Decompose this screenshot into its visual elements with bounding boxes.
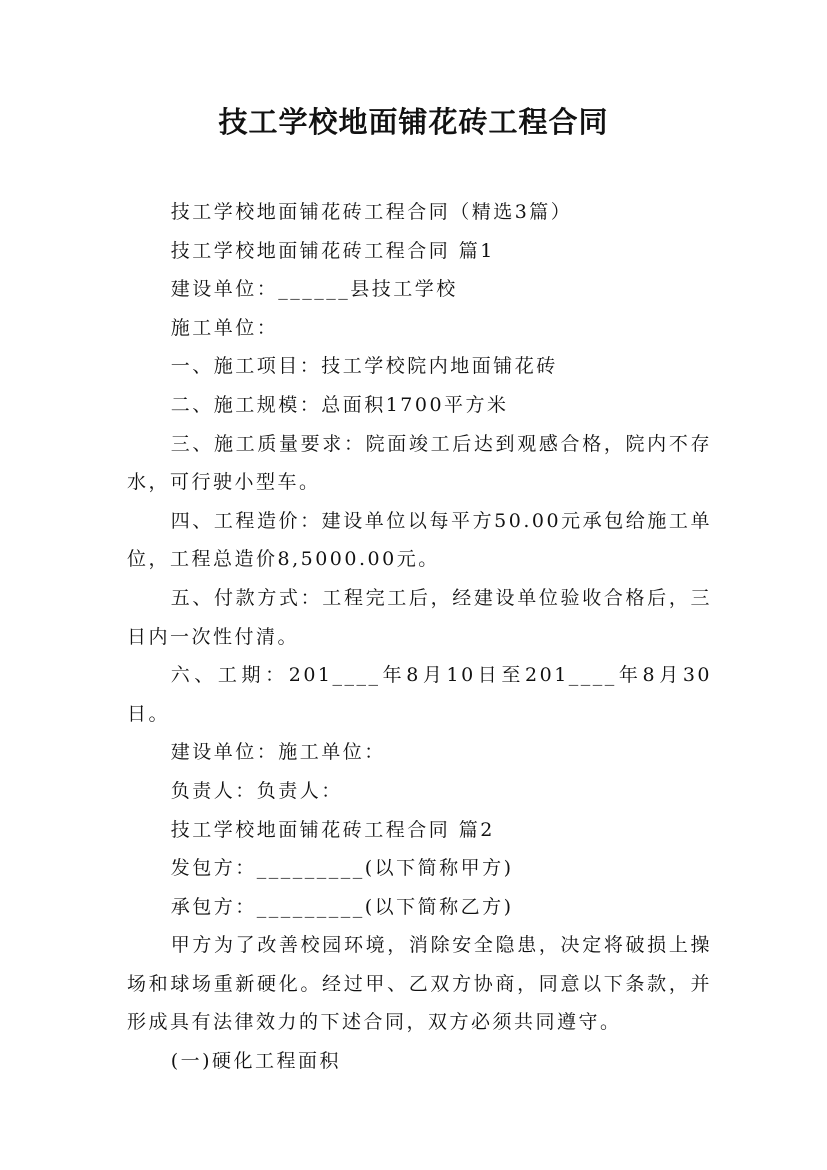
paragraph-project: 一、施工项目：技工学校院内地面铺花砖: [170, 355, 558, 378]
document-body: [127, 193, 712, 1081]
paragraph-part1-heading: 技工学校地面铺花砖工程合同 篇1: [170, 239, 495, 262]
paragraph-party-b: 承包方：_________(以下简称乙方): [170, 895, 514, 918]
paragraph-scale: 二、施工规模：总面积1700平方米: [170, 393, 509, 416]
paragraph-party-a: 发包方：_________(以下简称甲方): [170, 857, 514, 880]
paragraph-signature-units: 建设单位：施工单位：: [170, 741, 386, 764]
paragraph-section-1: (一)硬化工程面积: [170, 1050, 342, 1073]
paragraph-summary-title: 技工学校地面铺花砖工程合同（精选3篇）: [170, 201, 573, 223]
paragraph-cost: 四、工程造价：建设单位以每平方50.00元承包给施工单位，工程总造价8,5000.00元。: [127, 509, 712, 571]
paragraph-intro: 甲方为了改善校园环境，消除安全隐患，决定将破损上操场和球场重新硬化。经过甲、乙双方协商，同意以下条款，并形成具有法律效力的下述合同，双方必须共同遵守。: [127, 934, 712, 1034]
paragraph-payment: 五、付款方式：工程完工后，经建设单位验收合格后，三日内一次性付清。: [127, 586, 712, 648]
paragraph-signature-persons: 负责人：负责人：: [170, 779, 343, 802]
paragraph-contractor: 施工单位：: [170, 316, 279, 339]
paragraph-quality: 三、施工质量要求：院面竣工后达到观感合格，院内不存水，可行驶小型车。: [127, 432, 712, 494]
paragraph-schedule: 六、工期：201____年8月10日至201____年8月30日。: [127, 664, 712, 725]
document-title: 技工学校地面铺花砖工程合同: [218, 105, 609, 139]
paragraph-part2-heading: 技工学校地面铺花砖工程合同 篇2: [170, 818, 495, 841]
paragraph-builder: 建设单位：______县技工学校: [170, 278, 458, 301]
